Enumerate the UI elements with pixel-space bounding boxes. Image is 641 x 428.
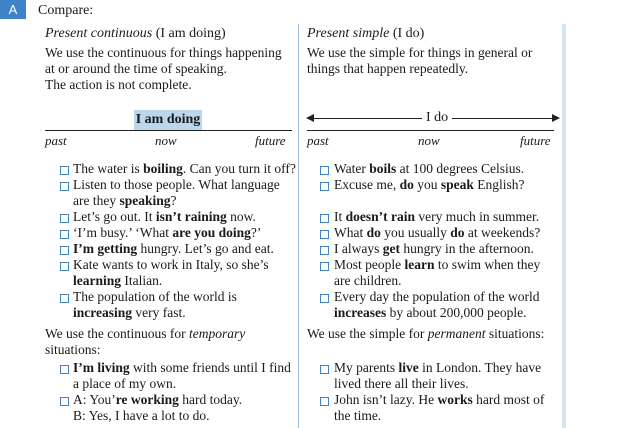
right-timeline — [307, 130, 554, 131]
checkbox-icon — [60, 262, 69, 271]
right-example-2: Excuse me, do you speak English? — [334, 177, 525, 192]
left-heading-form: (I am doing) — [155, 26, 226, 41]
right-perm-example-1b: lived there all their lives. — [334, 376, 469, 391]
checkbox-icon — [60, 182, 69, 191]
right-perm-example-1a: My parents live in London. They have — [334, 360, 542, 375]
left-example-1: The water is boiling. Can you turn it off? — [73, 161, 296, 176]
checkbox-icon — [60, 246, 69, 255]
checkbox-icon — [320, 246, 329, 255]
checkbox-icon — [60, 214, 69, 223]
right-future-label: future — [520, 133, 551, 148]
checkbox-icon — [320, 262, 329, 271]
left-example-5: I’m getting hungry. Let’s go and eat. — [73, 241, 274, 256]
left-heading — [45, 26, 226, 42]
checkbox-icon — [320, 397, 329, 406]
left-temp-example-1a: I’m living with some friends until I find — [73, 360, 291, 375]
right-example-3: It doesn’t rain very much in summer. — [334, 209, 540, 224]
right-heading — [307, 26, 424, 42]
checkbox-icon — [60, 365, 69, 374]
left-example-7a: The population of the world is — [73, 289, 237, 304]
left-example-7b: increasing very fast. — [73, 305, 186, 320]
left-intro-2: at or around the time of speaking. — [45, 61, 227, 76]
left-temporary-1: We use the continuous for temporary — [45, 326, 246, 341]
column-divider — [298, 24, 299, 428]
left-example-6b: learning Italian. — [73, 273, 163, 288]
right-intro-1: We use the simple for things in general or — [307, 45, 533, 60]
right-example-6b: are children. — [334, 273, 402, 288]
i-do-label: I do — [422, 110, 452, 126]
left-example-4: ‘I’m busy.’ ‘What are you doing?’ — [73, 225, 262, 240]
right-perm-example-2a: John isn’t lazy. He works hard most of — [334, 392, 545, 407]
arrow-right-icon — [552, 114, 560, 122]
left-example-2b: are they speaking? — [73, 193, 177, 208]
left-temp-example-1b: a place of my own. — [73, 376, 177, 391]
right-permanent-1: We use the simple for permanent situations: — [307, 326, 545, 341]
checkbox-icon — [320, 166, 329, 175]
right-example-5: I always get hungry in the afternoon. — [334, 241, 534, 256]
right-past-label: past — [307, 133, 329, 148]
left-example-3: Let’s go out. It isn’t raining now. — [73, 209, 256, 224]
checkbox-icon — [60, 397, 69, 406]
checkbox-icon — [320, 294, 329, 303]
checkbox-icon — [60, 294, 69, 303]
checkbox-icon — [60, 166, 69, 175]
left-past-label: past — [45, 133, 67, 148]
arrow-left-icon — [306, 114, 314, 122]
left-intro-3: The action is not complete. — [45, 77, 192, 92]
left-temporary-2: situations: — [45, 342, 101, 357]
right-example-1: Water boils at 100 degrees Celsius. — [334, 161, 525, 176]
right-margin-bar — [562, 24, 566, 428]
right-example-4: What do you usually do at weekends? — [334, 225, 541, 240]
right-heading-form: (I do) — [392, 26, 425, 41]
left-temp-example-2b: B: Yes, I have a lot to do. — [73, 408, 210, 423]
left-future-label: future — [255, 133, 286, 148]
right-heading-italic: Present simple — [307, 26, 390, 41]
i-am-doing-label: I am doing — [134, 110, 202, 130]
section-badge: A — [0, 0, 26, 19]
left-timeline — [45, 130, 292, 131]
compare-label: Compare: — [38, 3, 94, 18]
checkbox-icon — [320, 214, 329, 223]
left-now-label: now — [155, 133, 177, 148]
right-intro-2: things that happen repeatedly. — [307, 61, 469, 76]
left-example-6a: Kate wants to work in Italy, so she’s — [73, 257, 269, 272]
right-example-7b: increases by about 200,000 people. — [334, 305, 527, 320]
left-example-2a: Listen to those people. What language — [73, 177, 280, 192]
right-perm-example-2b: the time. — [334, 408, 382, 423]
right-now-label: now — [418, 133, 440, 148]
left-temp-example-2a: A: You’re working hard today. — [73, 392, 243, 407]
checkbox-icon — [60, 230, 69, 239]
checkbox-icon — [320, 230, 329, 239]
right-example-7a: Every day the population of the world — [334, 289, 540, 304]
right-example-6a: Most people learn to swim when they — [334, 257, 541, 272]
left-heading-italic: Present continuous — [45, 26, 153, 41]
left-intro-1: We use the continuous for things happening — [45, 45, 282, 60]
checkbox-icon — [320, 182, 329, 191]
checkbox-icon — [320, 365, 329, 374]
